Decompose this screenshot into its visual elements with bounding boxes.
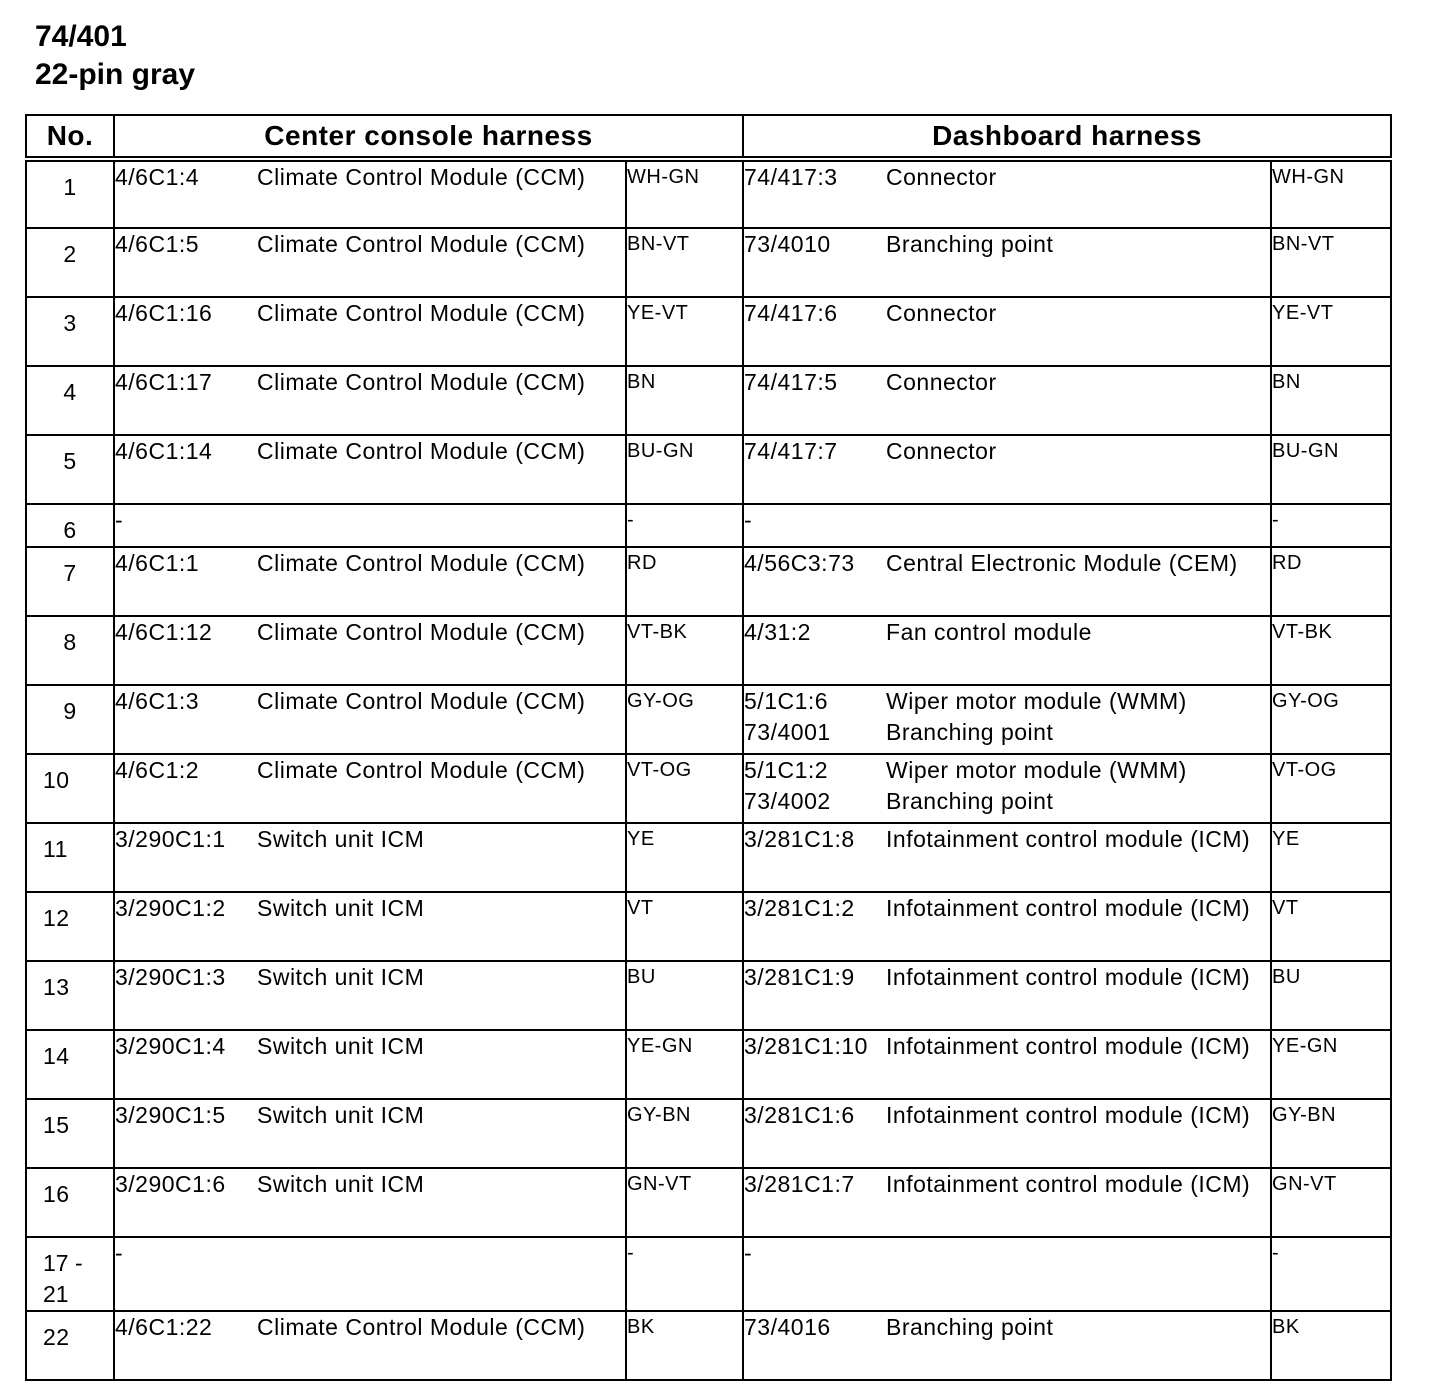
dashboard-wire-color: GY-OG: [1271, 685, 1391, 754]
dashboard-wire-color: YE-VT: [1271, 297, 1391, 366]
center-console-component: Climate Control Module (CCM): [257, 300, 586, 326]
dashboard-component: Branching point: [886, 788, 1054, 814]
dashboard-connection-cell: [743, 504, 1271, 547]
table-row: [26, 297, 1391, 366]
center-console-component: Climate Control Module (CCM): [257, 619, 586, 645]
dashboard-wire-color: -: [1271, 504, 1391, 547]
dashboard-wire-color: BN: [1271, 366, 1391, 435]
pin-number-cell: [26, 159, 114, 228]
dashboard-pin-ref: 5/1C1:6: [744, 688, 829, 714]
dashboard-component: Connector: [886, 438, 997, 464]
dashboard-component: Infotainment control module (ICM): [886, 1033, 1251, 1059]
table-row: [26, 228, 1391, 297]
dashboard-pin-ref: 4/31:2: [744, 619, 811, 645]
dashboard-connection-cell: [743, 159, 1271, 228]
dashboard-wire-color: RD: [1271, 547, 1391, 616]
dashboard-component: Fan control module: [886, 619, 1092, 645]
center-console-pin-ref: 3/290C1:4: [115, 1033, 226, 1059]
pin-number: 8: [63, 629, 77, 655]
pin-number-cell: [26, 754, 114, 823]
dashboard-connection-cell: [743, 547, 1271, 616]
dashboard-pin-ref: 3/281C1:7: [744, 1171, 855, 1197]
table-row: [26, 504, 1391, 547]
dashboard-component: Branching point: [886, 719, 1054, 745]
dashboard-pin-ref: 3/281C1:8: [744, 826, 855, 852]
pin-number: 6: [63, 517, 77, 543]
center-console-connection-cell: [114, 1168, 626, 1237]
table-row: [26, 1237, 1391, 1311]
dashboard-connection-cell: [743, 1237, 1271, 1311]
dashboard-pin-ref: 3/281C1:9: [744, 964, 855, 990]
dashboard-connection-cell: [743, 366, 1271, 435]
dashboard-component: Branching point: [886, 1314, 1054, 1340]
dashboard-connection: [744, 162, 1270, 193]
center-console-connection: [115, 824, 625, 855]
pin-number: 11: [43, 836, 68, 862]
dashboard-wire-color: GN-VT: [1271, 1168, 1391, 1237]
center-console-connection-cell: [114, 159, 626, 228]
connector-id-title: 74/401: [35, 20, 127, 53]
dashboard-wire-color: BU: [1271, 961, 1391, 1030]
center-console-pin-ref: 4/6C1:1: [115, 550, 200, 576]
center-console-connection-cell: [114, 1311, 626, 1380]
center-console-pin-ref: 4/6C1:5: [115, 231, 200, 257]
dashboard-connection: [744, 548, 1270, 579]
center-console-connection: [115, 1169, 625, 1200]
table-row: [26, 1030, 1391, 1099]
center-console-connection-cell: [114, 685, 626, 754]
dashboard-connection: [744, 717, 1270, 748]
pin-number: 7: [63, 560, 77, 586]
dashboard-wire-color: YE: [1271, 823, 1391, 892]
header-dashboard: Dashboard harness: [743, 115, 1391, 159]
center-console-connection-cell: [114, 366, 626, 435]
pin-number: 5: [63, 448, 77, 474]
dashboard-connection: [744, 298, 1270, 329]
dashboard-connection-cell: [743, 297, 1271, 366]
center-console-connection-cell: [114, 547, 626, 616]
center-console-pin-ref: 3/290C1:1: [115, 826, 226, 852]
center-console-component: Climate Control Module (CCM): [257, 164, 586, 190]
dashboard-connection: [744, 1100, 1270, 1131]
center-console-connection-cell: [114, 961, 626, 1030]
pin-number: 1: [63, 174, 77, 200]
center-console-connection: [115, 229, 625, 260]
dashboard-connection: [744, 755, 1270, 786]
center-console-pin-ref: 4/6C1:4: [115, 164, 200, 190]
connector-type-subtitle: 22-pin gray: [35, 58, 196, 91]
center-console-wire-color: YE-VT: [626, 297, 743, 366]
dashboard-connection-cell: [743, 1099, 1271, 1168]
pin-number-cell: [26, 1237, 114, 1311]
center-console-component: Switch unit ICM: [257, 1171, 425, 1197]
dashboard-connection: [744, 824, 1270, 855]
dashboard-connection-cell: [743, 228, 1271, 297]
center-console-wire-color: VT-OG: [626, 754, 743, 823]
pin-number: 22: [43, 1324, 70, 1350]
table-row: [26, 892, 1391, 961]
center-console-component: Switch unit ICM: [257, 1102, 425, 1128]
dashboard-component: Branching point: [886, 231, 1054, 257]
center-console-connection: [115, 1100, 625, 1131]
dashboard-wire-color: BU-GN: [1271, 435, 1391, 504]
center-console-pin-ref: 4/6C1:16: [115, 300, 213, 326]
center-console-wire-color: GY-BN: [626, 1099, 743, 1168]
dashboard-connection: [744, 1238, 1270, 1269]
pin-number-cell: [26, 228, 114, 297]
pin-number-cell: [26, 892, 114, 961]
table-row: [26, 1099, 1391, 1168]
pin-number: 16: [43, 1181, 70, 1207]
center-console-connection: [115, 893, 625, 924]
pin-assignment-table: [25, 114, 1392, 1381]
center-console-connection: [115, 298, 625, 329]
center-console-connection: [115, 755, 625, 786]
dashboard-pin-ref: 73/4002: [744, 788, 831, 814]
center-console-component: Climate Control Module (CCM): [257, 231, 586, 257]
dashboard-pin-ref: 73/4016: [744, 1314, 831, 1340]
center-console-pin-ref: 4/6C1:14: [115, 438, 213, 464]
dashboard-connection-cell: [743, 754, 1271, 823]
dashboard-connection-cell: [743, 823, 1271, 892]
dashboard-connection-cell: [743, 685, 1271, 754]
dashboard-pin-ref: 73/4001: [744, 719, 831, 745]
pin-number: 15: [43, 1112, 70, 1138]
center-console-wire-color: VT: [626, 892, 743, 961]
dashboard-pin-ref: 74/417:5: [744, 369, 838, 395]
center-console-wire-color: BN-VT: [626, 228, 743, 297]
table-row: [26, 961, 1391, 1030]
center-console-connection-cell: [114, 1237, 626, 1311]
center-console-connection-cell: [114, 435, 626, 504]
dashboard-pin-ref: 73/4010: [744, 231, 831, 257]
center-console-pin-ref: 3/290C1:6: [115, 1171, 226, 1197]
center-console-connection-cell: [114, 504, 626, 547]
dashboard-connection: [744, 962, 1270, 993]
center-console-component: Climate Control Module (CCM): [257, 757, 586, 783]
dashboard-component: Infotainment control module (ICM): [886, 826, 1251, 852]
dashboard-component: Wiper motor module (WMM): [886, 757, 1187, 783]
center-console-pin-ref: 4/6C1:17: [115, 369, 213, 395]
pin-number-cell: [26, 1311, 114, 1380]
pin-number-cell: [26, 961, 114, 1030]
center-console-pin-ref: 4/6C1:22: [115, 1314, 213, 1340]
pin-number: 17 - 21: [43, 1250, 83, 1307]
dashboard-wire-color: YE-GN: [1271, 1030, 1391, 1099]
pin-number: 14: [43, 1043, 70, 1069]
center-console-pin-ref: 3/290C1:3: [115, 964, 226, 990]
dashboard-pin-ref: -: [744, 507, 753, 533]
center-console-pin-ref: 3/290C1:2: [115, 895, 226, 921]
center-console-connection: [115, 686, 625, 717]
dashboard-component: [886, 1238, 1270, 1269]
dashboard-pin-ref: 3/281C1:10: [744, 1033, 868, 1059]
header-no: No.: [26, 115, 114, 159]
center-console-connection-cell: [114, 823, 626, 892]
dashboard-wire-color: WH-GN: [1271, 159, 1391, 228]
center-console-connection: [115, 962, 625, 993]
document-title-block: [35, 18, 195, 94]
center-console-component: Climate Control Module (CCM): [257, 688, 586, 714]
dashboard-connection: [744, 686, 1270, 717]
table-row: [26, 1311, 1391, 1380]
dashboard-connection: [744, 436, 1270, 467]
center-console-connection: [115, 548, 625, 579]
pin-number-cell: [26, 297, 114, 366]
center-console-component: [257, 1238, 625, 1269]
center-console-pin-ref: -: [115, 1240, 124, 1266]
dashboard-connection: [744, 893, 1270, 924]
center-console-component: Switch unit ICM: [257, 1033, 425, 1059]
center-console-pin-ref: -: [115, 507, 124, 533]
center-console-component: Switch unit ICM: [257, 964, 425, 990]
center-console-connection-cell: [114, 228, 626, 297]
center-console-connection-cell: [114, 297, 626, 366]
dashboard-connection: [744, 1169, 1270, 1200]
dashboard-component: Central Electronic Module (CEM): [886, 550, 1238, 576]
center-console-connection-cell: [114, 892, 626, 961]
pin-number: 12: [43, 905, 70, 931]
center-console-connection-cell: [114, 754, 626, 823]
center-console-connection-cell: [114, 1030, 626, 1099]
dashboard-component: Connector: [886, 164, 997, 190]
dashboard-connection-cell: [743, 961, 1271, 1030]
table-row: [26, 754, 1391, 823]
center-console-component: [257, 505, 625, 536]
pin-number-cell: [26, 1030, 114, 1099]
pin-number-cell: [26, 547, 114, 616]
center-console-connection: [115, 505, 625, 536]
dashboard-connection: [744, 786, 1270, 817]
center-console-connection: [115, 617, 625, 648]
pin-number-cell: [26, 823, 114, 892]
center-console-wire-color: BK: [626, 1311, 743, 1380]
pin-number: 3: [63, 310, 77, 336]
center-console-component: Climate Control Module (CCM): [257, 550, 586, 576]
table-row: [26, 616, 1391, 685]
center-console-wire-color: BN: [626, 366, 743, 435]
dashboard-component: [886, 505, 1270, 536]
pin-number-cell: [26, 1099, 114, 1168]
dashboard-pin-ref: 74/417:6: [744, 300, 838, 326]
center-console-component: Climate Control Module (CCM): [257, 1314, 586, 1340]
dashboard-connection: [744, 505, 1270, 536]
center-console-connection: [115, 1031, 625, 1062]
center-console-pin-ref: 4/6C1:3: [115, 688, 200, 714]
dashboard-wire-color: VT: [1271, 892, 1391, 961]
center-console-wire-color: WH-GN: [626, 159, 743, 228]
dashboard-connection-cell: [743, 616, 1271, 685]
center-console-wire-color: BU-GN: [626, 435, 743, 504]
table-body: [26, 159, 1391, 1380]
dashboard-component: Infotainment control module (ICM): [886, 895, 1251, 921]
dashboard-component: Wiper motor module (WMM): [886, 688, 1187, 714]
pin-number: 4: [63, 379, 77, 405]
dashboard-component: Connector: [886, 369, 997, 395]
center-console-connection: [115, 1312, 625, 1343]
dashboard-connection: [744, 1031, 1270, 1062]
center-console-wire-color: YE: [626, 823, 743, 892]
dashboard-pin-ref: 74/417:3: [744, 164, 838, 190]
pin-number: 9: [63, 698, 77, 724]
center-console-wire-color: YE-GN: [626, 1030, 743, 1099]
pin-number-cell: [26, 504, 114, 547]
dashboard-pin-ref: 5/1C1:2: [744, 757, 829, 783]
center-console-wire-color: RD: [626, 547, 743, 616]
center-console-component: Switch unit ICM: [257, 826, 425, 852]
dashboard-pin-ref: 3/281C1:2: [744, 895, 855, 921]
center-console-pin-ref: 4/6C1:12: [115, 619, 213, 645]
dashboard-component: Infotainment control module (ICM): [886, 1171, 1251, 1197]
dashboard-connection-cell: [743, 1311, 1271, 1380]
dashboard-wire-color: BK: [1271, 1311, 1391, 1380]
center-console-connection: [115, 436, 625, 467]
center-console-component: Climate Control Module (CCM): [257, 369, 586, 395]
dashboard-connection-cell: [743, 1168, 1271, 1237]
dashboard-pin-ref: -: [744, 1240, 753, 1266]
center-console-connection: [115, 367, 625, 398]
dashboard-connection: [744, 1312, 1270, 1343]
dashboard-wire-color: VT-BK: [1271, 616, 1391, 685]
dashboard-wire-color: VT-OG: [1271, 754, 1391, 823]
table-row: [26, 1168, 1391, 1237]
table-row: [26, 159, 1391, 228]
center-console-wire-color: GY-OG: [626, 685, 743, 754]
dashboard-wire-color: BN-VT: [1271, 228, 1391, 297]
center-console-wire-color: -: [626, 504, 743, 547]
center-console-wire-color: BU: [626, 961, 743, 1030]
dashboard-connection: [744, 367, 1270, 398]
pin-number: 2: [63, 241, 77, 267]
dashboard-pin-ref: 74/417:7: [744, 438, 838, 464]
center-console-connection: [115, 1238, 625, 1269]
pin-number: 10: [43, 767, 70, 793]
pin-number-cell: [26, 435, 114, 504]
dashboard-connection-cell: [743, 892, 1271, 961]
dashboard-connection-cell: [743, 1030, 1271, 1099]
dashboard-component: Infotainment control module (ICM): [886, 964, 1251, 990]
center-console-pin-ref: 4/6C1:2: [115, 757, 200, 783]
dashboard-wire-color: -: [1271, 1237, 1391, 1311]
center-console-pin-ref: 3/290C1:5: [115, 1102, 226, 1128]
center-console-wire-color: -: [626, 1237, 743, 1311]
dashboard-connection: [744, 617, 1270, 648]
center-console-component: Switch unit ICM: [257, 895, 425, 921]
table-row: [26, 685, 1391, 754]
dashboard-pin-ref: 3/281C1:6: [744, 1102, 855, 1128]
center-console-wire-color: VT-BK: [626, 616, 743, 685]
header-center-console: Center console harness: [114, 115, 743, 159]
pin-number-cell: [26, 616, 114, 685]
center-console-component: Climate Control Module (CCM): [257, 438, 586, 464]
table-row: [26, 366, 1391, 435]
table-row: [26, 435, 1391, 504]
pin-number: 13: [43, 974, 70, 1000]
dashboard-component: Infotainment control module (ICM): [886, 1102, 1251, 1128]
dashboard-component: Connector: [886, 300, 997, 326]
pin-number-cell: [26, 366, 114, 435]
center-console-connection: [115, 162, 625, 193]
table-row: [26, 823, 1391, 892]
center-console-connection-cell: [114, 616, 626, 685]
table-row: [26, 547, 1391, 616]
dashboard-connection-cell: [743, 435, 1271, 504]
table-header-row: [26, 115, 1391, 159]
dashboard-pin-ref: 4/56C3:73: [744, 550, 855, 576]
center-console-connection-cell: [114, 1099, 626, 1168]
dashboard-wire-color: GY-BN: [1271, 1099, 1391, 1168]
pin-number-cell: [26, 1168, 114, 1237]
dashboard-connection: [744, 229, 1270, 260]
pin-number-cell: [26, 685, 114, 754]
center-console-wire-color: GN-VT: [626, 1168, 743, 1237]
